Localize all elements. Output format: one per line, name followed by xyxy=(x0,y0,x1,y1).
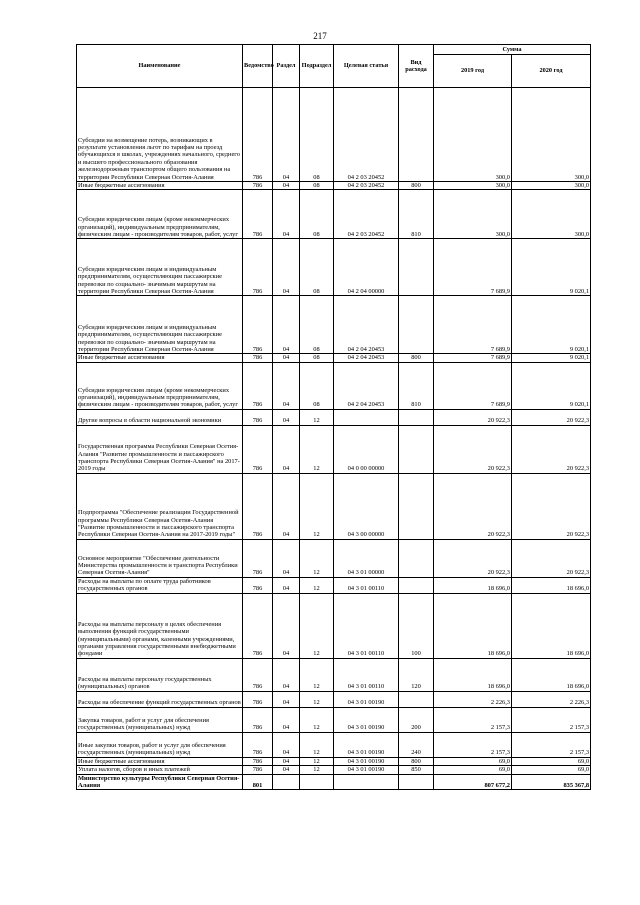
budget-table xyxy=(76,44,591,790)
row-section: 04 xyxy=(273,409,300,425)
row-target xyxy=(334,409,399,425)
row-name: Расходы на выплаты персоналу государственных (муниципальных) органов xyxy=(77,658,243,691)
row-subsection: 12 xyxy=(300,691,334,707)
row-name: Подпрограмма "Обеспечение реализации Государственной программы Республики Северная Осетия-Алания "Развитие промышленности и пассажирского транспорта Республики Северная Осетия-Алания на 2017-2019 годы" xyxy=(77,473,243,539)
row-section: 04 xyxy=(273,766,300,774)
row-ministry: 786 xyxy=(243,296,273,354)
row-name: Расходы на обеспечение функций государственных органов xyxy=(77,691,243,707)
row-sum-2019: 18 696,0 xyxy=(434,577,512,593)
row-sum-2019: 69,0 xyxy=(434,766,512,774)
row-sum-2019: 300,0 xyxy=(434,88,512,182)
row-ministry: 786 xyxy=(243,658,273,691)
row-expense-type: 800 xyxy=(399,757,434,765)
row-section: 04 xyxy=(273,539,300,577)
header-subsection: Подраздел xyxy=(300,45,334,88)
table-row xyxy=(77,362,591,409)
row-expense-type xyxy=(399,425,434,473)
header-section: Раздел xyxy=(273,45,300,88)
row-sum-2019: 69,0 xyxy=(434,757,512,765)
row-section: 04 xyxy=(273,354,300,362)
row-subsection: 12 xyxy=(300,425,334,473)
table-row xyxy=(77,239,591,296)
table-row xyxy=(77,691,591,707)
row-sum-2020: 2 157,3 xyxy=(512,707,591,732)
row-sum-2019: 2 157,3 xyxy=(434,732,512,757)
row-expense-type: 800 xyxy=(399,182,434,190)
table-row xyxy=(77,473,591,539)
row-target: 04 2 03 20452 xyxy=(334,182,399,190)
row-ministry: 786 xyxy=(243,732,273,757)
row-expense-type: 240 xyxy=(399,732,434,757)
row-expense-type xyxy=(399,296,434,354)
row-sum-2020: 69,0 xyxy=(512,757,591,765)
row-subsection: 12 xyxy=(300,593,334,658)
row-sum-2020: 20 922,3 xyxy=(512,409,591,425)
row-section: 04 xyxy=(273,658,300,691)
row-section: 04 xyxy=(273,362,300,409)
row-target: 04 2 04 20453 xyxy=(334,362,399,409)
table-row xyxy=(77,774,591,790)
row-target: 04 3 01 00110 xyxy=(334,577,399,593)
row-name: Иные бюджетные ассигнования xyxy=(77,354,243,362)
row-section: 04 xyxy=(273,707,300,732)
row-ministry: 786 xyxy=(243,190,273,239)
row-sum-2019: 20 922,3 xyxy=(434,425,512,473)
row-sum-2020: 69,0 xyxy=(512,766,591,774)
row-section: 04 xyxy=(273,593,300,658)
row-sum-2019: 7 689,9 xyxy=(434,362,512,409)
row-name: Субсидии юридическим лицам и индивидуальным предпринимателям, осуществляющим пассажирские перевозки по социально- значимым маршрутам на территории Республики Северная Осетия-Алания xyxy=(77,239,243,296)
row-expense-type xyxy=(399,577,434,593)
row-subsection: 08 xyxy=(300,362,334,409)
row-target: 04 3 01 00190 xyxy=(334,757,399,765)
row-sum-2020: 2 157,3 xyxy=(512,732,591,757)
row-sum-2019: 7 689,9 xyxy=(434,354,512,362)
row-ministry: 786 xyxy=(243,354,273,362)
row-sum-2020: 9 020,1 xyxy=(512,296,591,354)
row-sum-2019: 20 922,3 xyxy=(434,473,512,539)
table-row xyxy=(77,409,591,425)
row-subsection: 08 xyxy=(300,88,334,182)
row-subsection xyxy=(300,774,334,790)
row-sum-2020: 9 020,1 xyxy=(512,239,591,296)
row-ministry: 801 xyxy=(243,774,273,790)
row-expense-type xyxy=(399,691,434,707)
row-target: 04 3 01 00000 xyxy=(334,539,399,577)
row-expense-type: 850 xyxy=(399,766,434,774)
row-ministry: 786 xyxy=(243,593,273,658)
row-target: 04 3 01 00190 xyxy=(334,707,399,732)
page-number: 217 xyxy=(313,31,327,41)
row-name: Субсидии на возмещение потерь, возникающих в результате установления льгот по тарифам на проезд обучающихся в школах, учреждениях начального, среднего и высшего профессионального образования железнодорожным транспортом общего пользования на территории Республики Северная Осетия-Алания xyxy=(77,88,243,182)
table-row xyxy=(77,766,591,774)
row-sum-2020: 20 922,3 xyxy=(512,473,591,539)
row-target: 04 3 01 00110 xyxy=(334,658,399,691)
row-name: Министерство культуры Республики Северная Осетия-Алания xyxy=(77,774,243,790)
row-section: 04 xyxy=(273,239,300,296)
table-row xyxy=(77,296,591,354)
row-target: 04 2 03 20452 xyxy=(334,88,399,182)
row-section: 04 xyxy=(273,296,300,354)
row-section: 04 xyxy=(273,182,300,190)
row-sum-2020: 300,0 xyxy=(512,88,591,182)
row-expense-type: 120 xyxy=(399,658,434,691)
row-sum-2020: 9 020,1 xyxy=(512,354,591,362)
row-target: 04 2 03 20452 xyxy=(334,190,399,239)
row-target xyxy=(334,774,399,790)
row-expense-type: 810 xyxy=(399,362,434,409)
row-expense-type: 800 xyxy=(399,354,434,362)
row-sum-2019: 20 922,3 xyxy=(434,409,512,425)
row-expense-type xyxy=(399,409,434,425)
row-sum-2019: 7 689,9 xyxy=(434,296,512,354)
row-sum-2020: 20 922,3 xyxy=(512,425,591,473)
table-row xyxy=(77,593,591,658)
row-ministry: 786 xyxy=(243,239,273,296)
row-sum-2020: 9 020,1 xyxy=(512,362,591,409)
row-target: 04 2 04 00000 xyxy=(334,239,399,296)
row-ministry: 786 xyxy=(243,757,273,765)
header-ministry: Ведомство xyxy=(243,45,273,88)
row-sum-2019: 300,0 xyxy=(434,190,512,239)
row-target: 04 3 01 00190 xyxy=(334,732,399,757)
header-sum: Сумма xyxy=(434,45,591,55)
row-name: Закупка товаров, работ и услуг для обеспечения государственных (муниципальных) нужд xyxy=(77,707,243,732)
row-ministry: 786 xyxy=(243,766,273,774)
row-sum-2019: 20 922,3 xyxy=(434,539,512,577)
row-name: Иные бюджетные ассигнования xyxy=(77,182,243,190)
row-name: Субсидии юридическим лицам и индивидуальным предпринимателям, осуществляющим пассажирские перевозки по социально- значимым маршрутам на территории Республики Северная Осетия-Алания xyxy=(77,296,243,354)
row-name: Государственная программа Республики Северная Осетия-Алания "Развитие промышленности и пассажирского транспорта Республики Северная Осетия-Алания" на 2017-2019 годы xyxy=(77,425,243,473)
row-sum-2019: 300,0 xyxy=(434,182,512,190)
row-target: 04 3 01 00190 xyxy=(334,766,399,774)
row-ministry: 786 xyxy=(243,88,273,182)
row-subsection: 12 xyxy=(300,577,334,593)
row-ministry: 786 xyxy=(243,707,273,732)
table-row xyxy=(77,190,591,239)
row-subsection: 08 xyxy=(300,354,334,362)
row-target: 04 3 00 00000 xyxy=(334,473,399,539)
row-expense-type xyxy=(399,88,434,182)
row-target: 04 3 01 00110 xyxy=(334,593,399,658)
row-name: Расходы на выплаты по оплате труда работников государственных органов xyxy=(77,577,243,593)
row-expense-type: 810 xyxy=(399,190,434,239)
row-subsection: 12 xyxy=(300,539,334,577)
row-expense-type: 100 xyxy=(399,593,434,658)
row-ministry: 786 xyxy=(243,539,273,577)
header-expense-type: Вид расхода xyxy=(399,45,434,88)
table-row xyxy=(77,425,591,473)
row-subsection: 08 xyxy=(300,296,334,354)
row-name: Субсидии юридическим лицам (кроме некоммерческих организаций), индивидуальным предпринимателям, физическим лицам - производителям товаров, работ, услуг xyxy=(77,190,243,239)
row-subsection: 12 xyxy=(300,473,334,539)
row-ministry: 786 xyxy=(243,362,273,409)
row-expense-type: 200 xyxy=(399,707,434,732)
row-name: Иные бюджетные ассигнования xyxy=(77,757,243,765)
row-subsection: 12 xyxy=(300,658,334,691)
table-row xyxy=(77,88,591,182)
table-row xyxy=(77,757,591,765)
header-year-2019: 2019 год xyxy=(434,55,512,88)
row-target: 04 2 04 20453 xyxy=(334,296,399,354)
row-section: 04 xyxy=(273,577,300,593)
table-row xyxy=(77,539,591,577)
row-name: Уплата налогов, сборов и иных платежей xyxy=(77,766,243,774)
row-sum-2020: 20 922,3 xyxy=(512,539,591,577)
row-name: Основное мероприятие "Обеспечение деятельности Министерства промышленности и транспорта Республики Северная Осетия-Алания" xyxy=(77,539,243,577)
row-name: Другие вопросы в области национальной экономики xyxy=(77,409,243,425)
row-sum-2020: 2 226,3 xyxy=(512,691,591,707)
table-row xyxy=(77,182,591,190)
row-section: 04 xyxy=(273,425,300,473)
row-subsection: 08 xyxy=(300,190,334,239)
header-year-2020: 2020 год xyxy=(512,55,591,88)
table-row xyxy=(77,658,591,691)
row-sum-2020: 300,0 xyxy=(512,182,591,190)
row-sum-2020: 300,0 xyxy=(512,190,591,239)
row-ministry: 786 xyxy=(243,691,273,707)
row-expense-type xyxy=(399,239,434,296)
row-expense-type xyxy=(399,473,434,539)
row-sum-2019: 18 696,0 xyxy=(434,593,512,658)
header-target: Целевая статья xyxy=(334,45,399,88)
row-section: 04 xyxy=(273,732,300,757)
table-row xyxy=(77,577,591,593)
row-section: 04 xyxy=(273,190,300,239)
table-row xyxy=(77,354,591,362)
row-ministry: 786 xyxy=(243,425,273,473)
row-name: Иные закупки товаров, работ и услуг для обеспечения государственных (муниципальных) нужд xyxy=(77,732,243,757)
row-subsection: 12 xyxy=(300,757,334,765)
row-sum-2020: 18 696,0 xyxy=(512,593,591,658)
row-subsection: 08 xyxy=(300,239,334,296)
row-expense-type xyxy=(399,774,434,790)
row-subsection: 08 xyxy=(300,182,334,190)
row-sum-2019: 7 689,9 xyxy=(434,239,512,296)
header-name: Наименование xyxy=(77,45,243,88)
row-target: 04 3 01 00190 xyxy=(334,691,399,707)
row-ministry: 786 xyxy=(243,409,273,425)
row-sum-2020: 18 696,0 xyxy=(512,658,591,691)
row-subsection: 12 xyxy=(300,409,334,425)
row-sum-2020: 18 696,0 xyxy=(512,577,591,593)
row-subsection: 12 xyxy=(300,707,334,732)
row-section: 04 xyxy=(273,757,300,765)
row-name: Субсидии юридическим лицам (кроме некоммерческих организаций), индивидуальным предпринимателям, физическим лицам - производителям товаров, работ, услуг xyxy=(77,362,243,409)
row-sum-2019: 18 696,0 xyxy=(434,658,512,691)
table-row xyxy=(77,707,591,732)
row-ministry: 786 xyxy=(243,577,273,593)
row-ministry: 786 xyxy=(243,473,273,539)
row-section: 04 xyxy=(273,691,300,707)
row-subsection: 12 xyxy=(300,732,334,757)
row-section xyxy=(273,774,300,790)
row-sum-2019: 807 677,2 xyxy=(434,774,512,790)
row-section: 04 xyxy=(273,473,300,539)
row-target: 04 2 04 20453 xyxy=(334,354,399,362)
row-expense-type xyxy=(399,539,434,577)
row-subsection: 12 xyxy=(300,766,334,774)
row-target: 04 0 00 00000 xyxy=(334,425,399,473)
row-sum-2019: 2 226,3 xyxy=(434,691,512,707)
table-row xyxy=(77,732,591,757)
row-name: Расходы на выплаты персоналу в целях обеспечения выполнения функций государственными (муниципальными) органами, казенными учреждениями, органами управления государственными внебюджетными фондами xyxy=(77,593,243,658)
row-section: 04 xyxy=(273,88,300,182)
row-sum-2019: 2 157,3 xyxy=(434,707,512,732)
row-ministry: 786 xyxy=(243,182,273,190)
row-sum-2020: 835 367,8 xyxy=(512,774,591,790)
